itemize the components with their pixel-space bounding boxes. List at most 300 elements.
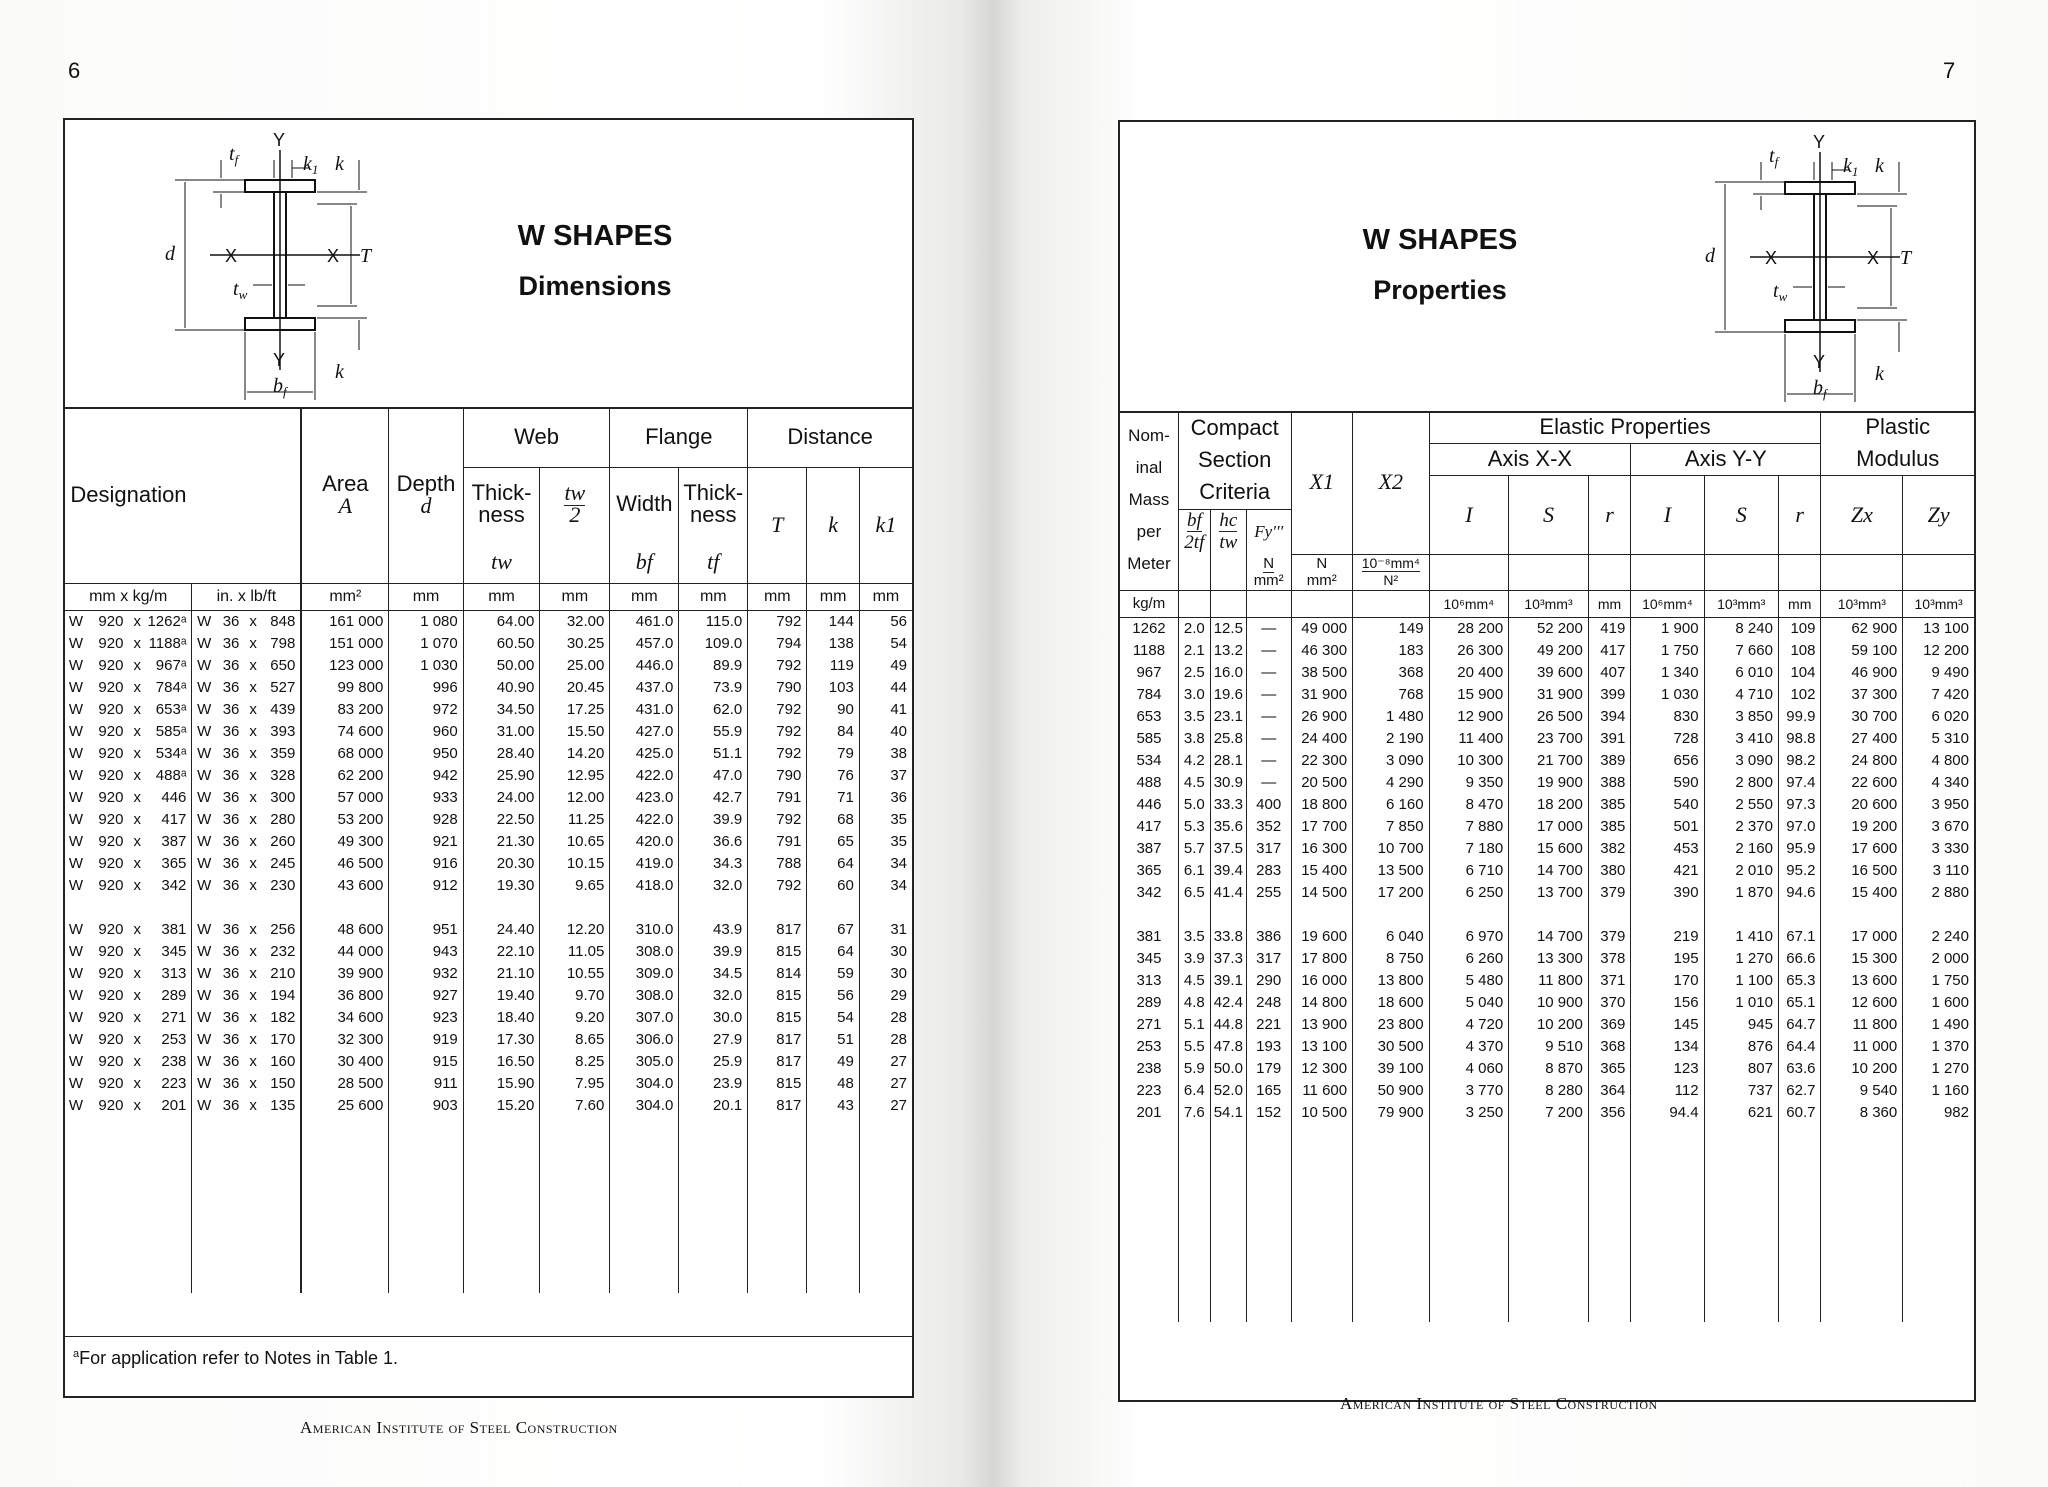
dims-cell: 36 bbox=[222, 634, 240, 652]
svg-text:tf: $t_f$ bbox=[1769, 145, 1779, 169]
dims-spacer-cell bbox=[463, 1249, 540, 1271]
props-cell: 342 bbox=[1136, 883, 1162, 901]
dims-spacer-cell bbox=[463, 1183, 540, 1205]
dims-cell: 920 bbox=[98, 942, 124, 960]
dims-spacer-row bbox=[65, 1139, 912, 1161]
dims-cell: 36 bbox=[222, 854, 240, 872]
props-spacer-cell bbox=[1704, 1168, 1778, 1190]
props-cell: 1 900 bbox=[1631, 617, 1704, 640]
dims-cell: 32.0 bbox=[679, 985, 748, 1007]
dims-cell: 972 bbox=[389, 699, 463, 721]
dims-cell: 32 300 bbox=[301, 1029, 389, 1051]
dims-cell: 25.00 bbox=[540, 655, 610, 677]
designation-header: Designation bbox=[70, 481, 187, 507]
dims-spacer-cell bbox=[128, 1227, 146, 1249]
props-spacer-cell bbox=[1210, 1124, 1246, 1146]
props-cell: 391 bbox=[1588, 728, 1630, 750]
props-spacer-cell bbox=[1120, 1256, 1178, 1278]
dims-cell: 20.45 bbox=[540, 677, 610, 699]
dims-spacer-cell bbox=[679, 1161, 748, 1183]
dims-cell: 15.20 bbox=[463, 1095, 540, 1117]
props-cell: 23 700 bbox=[1509, 728, 1589, 750]
props-spacer-cell bbox=[1509, 1256, 1589, 1278]
dims-spacer-cell bbox=[748, 1117, 807, 1139]
props-cell: 737 bbox=[1704, 1080, 1778, 1102]
dims-cell: 73.9 bbox=[679, 677, 748, 699]
dims-cell: 36 bbox=[222, 678, 240, 696]
props-spacer-cell bbox=[1120, 1212, 1178, 1234]
props-cell: 21 700 bbox=[1509, 750, 1589, 772]
props-cell: 9 540 bbox=[1821, 1080, 1903, 1102]
props-row bbox=[1120, 728, 1974, 750]
dims-cell: 34.50 bbox=[463, 699, 540, 721]
props-spacer-cell bbox=[1821, 1234, 1903, 1256]
dims-spacer-cell bbox=[679, 1271, 748, 1293]
dims-cell: 387 bbox=[161, 832, 187, 850]
dims-spacer-cell bbox=[389, 1205, 463, 1227]
props-spacer-cell bbox=[1120, 1168, 1178, 1190]
props-spacer-cell bbox=[1353, 1190, 1429, 1212]
dims-cell: x bbox=[249, 854, 257, 872]
props-cell: 7 850 bbox=[1353, 816, 1429, 838]
dims-cell: W bbox=[68, 876, 84, 894]
props-row bbox=[1120, 750, 1974, 772]
dims-cell: W bbox=[68, 678, 84, 696]
dims-cell: 150 bbox=[270, 1074, 296, 1092]
dims-spacer-cell bbox=[301, 1139, 389, 1161]
props-cell: 64.7 bbox=[1778, 1014, 1821, 1036]
props-cell: — bbox=[1246, 640, 1291, 662]
dims-cell: W bbox=[68, 810, 84, 828]
props-cell: 9 510 bbox=[1509, 1036, 1589, 1058]
props-cell: 11 800 bbox=[1821, 1014, 1903, 1036]
dims-spacer-cell bbox=[807, 1249, 860, 1271]
props-cell: 356 bbox=[1588, 1102, 1630, 1124]
dims-cell: x bbox=[133, 700, 141, 718]
dims-row bbox=[65, 809, 912, 831]
dims-spacer-row bbox=[65, 1249, 912, 1271]
dims-spacer-cell bbox=[301, 1249, 389, 1271]
props-cell: 193 bbox=[1246, 1036, 1291, 1058]
props-cell: 2 880 bbox=[1903, 882, 1974, 904]
props-spacer-cell bbox=[1821, 1124, 1903, 1146]
dims-spacer-cell bbox=[679, 1117, 748, 1139]
props-spacer-cell bbox=[1509, 1300, 1589, 1322]
props-spacer-cell bbox=[1178, 1278, 1210, 1300]
props-cell: 1 410 bbox=[1704, 926, 1778, 948]
props-row bbox=[1120, 816, 1974, 838]
dims-cell: 17.30 bbox=[463, 1029, 540, 1051]
dims-spacer-cell bbox=[748, 1249, 807, 1271]
dims-spacer-cell bbox=[192, 1161, 216, 1183]
dims-spacer-cell bbox=[679, 1183, 748, 1205]
dims-cell: 920 bbox=[98, 722, 124, 740]
dims-cell: 35 bbox=[859, 831, 912, 853]
dims-spacer-row bbox=[65, 1183, 912, 1205]
dims-cell: W bbox=[192, 853, 216, 875]
props-cell: 59 100 bbox=[1821, 640, 1903, 662]
dims-cell: 12.95 bbox=[540, 765, 610, 787]
dims-cell: 815 bbox=[748, 1073, 807, 1095]
props-spacer-cell bbox=[1246, 904, 1291, 926]
blank-cell bbox=[1429, 554, 1509, 590]
props-spacer-cell bbox=[1821, 1212, 1903, 1234]
nominal-mass-header: Nom- inal Mass per Meter bbox=[1127, 426, 1171, 574]
props-cell: 97.4 bbox=[1778, 772, 1821, 794]
dims-cell: 68 bbox=[807, 809, 860, 831]
dims-cell: x bbox=[133, 920, 141, 938]
props-cell: 18 600 bbox=[1353, 992, 1429, 1014]
blank-cell bbox=[1821, 554, 1903, 590]
dims-spacer-cell bbox=[748, 1205, 807, 1227]
unit-cell: mm bbox=[610, 583, 679, 610]
dims-cell: 814 bbox=[748, 963, 807, 985]
props-spacer-cell bbox=[1903, 1300, 1974, 1322]
props-spacer-cell bbox=[1246, 1168, 1291, 1190]
props-row bbox=[1120, 794, 1974, 816]
props-cell: 2 800 bbox=[1704, 772, 1778, 794]
props-spacer-cell bbox=[1631, 1190, 1704, 1212]
props-spacer-cell bbox=[1178, 904, 1210, 926]
dims-row bbox=[65, 787, 912, 809]
dims-cell: 48 bbox=[807, 1073, 860, 1095]
props-cell: 10 200 bbox=[1509, 1014, 1589, 1036]
svg-text:tw: $t_w$ bbox=[233, 278, 248, 302]
dims-cell: W bbox=[68, 942, 84, 960]
dims-spacer-cell bbox=[389, 897, 463, 919]
dims-cell: 932 bbox=[389, 963, 463, 985]
dims-spacer-cell bbox=[389, 1271, 463, 1293]
dims-cell: 42.7 bbox=[679, 787, 748, 809]
svg-text:bf: $b_f$ bbox=[273, 375, 287, 399]
props-spacer-row bbox=[1120, 1300, 1974, 1322]
props-cell: 99.9 bbox=[1778, 706, 1821, 728]
props-cell: 4 340 bbox=[1903, 772, 1974, 794]
props-spacer-cell bbox=[1178, 1124, 1210, 1146]
dims-spacer-cell bbox=[87, 1139, 129, 1161]
props-cell: 6 160 bbox=[1353, 794, 1429, 816]
dims-spacer-row bbox=[65, 1205, 912, 1227]
dims-cell: W bbox=[68, 1052, 84, 1070]
dims-cell: 71 bbox=[807, 787, 860, 809]
page-number-left: 6 bbox=[68, 58, 81, 83]
props-cell: 417 bbox=[1136, 817, 1162, 835]
props-cell: 23.1 bbox=[1210, 706, 1246, 728]
dims-cell: 488ᵃ bbox=[155, 766, 187, 784]
dims-cell: 920 bbox=[98, 678, 124, 696]
unit-cell bbox=[1353, 590, 1429, 617]
X1-header: X1 bbox=[1291, 411, 1353, 554]
dims-cell: 64 bbox=[807, 853, 860, 875]
dims-cell: 792 bbox=[748, 655, 807, 677]
hc-tw-blank bbox=[1210, 554, 1246, 590]
unit-cell: mm bbox=[748, 583, 807, 610]
props-cell: 16 000 bbox=[1291, 970, 1353, 992]
props-cell: 39 100 bbox=[1353, 1058, 1429, 1080]
props-cell: 38 500 bbox=[1291, 662, 1353, 684]
props-cell: 534 bbox=[1136, 751, 1162, 769]
dims-cell: x bbox=[249, 1096, 257, 1114]
dims-cell: 170 bbox=[270, 1030, 296, 1048]
props-cell: 370 bbox=[1588, 992, 1630, 1014]
dims-cell: 194 bbox=[270, 986, 296, 1004]
props-cell: 2 010 bbox=[1704, 860, 1778, 882]
dims-spacer-cell bbox=[301, 1183, 389, 1205]
blank-cell bbox=[1631, 554, 1704, 590]
props-spacer-cell bbox=[1429, 1190, 1509, 1212]
dims-cell: 36 bbox=[222, 986, 240, 1004]
dims-cell: W bbox=[68, 788, 84, 806]
props-spacer-row bbox=[1120, 1168, 1974, 1190]
props-spacer-cell bbox=[1210, 1190, 1246, 1212]
props-spacer-cell bbox=[1291, 1124, 1353, 1146]
props-cell: 590 bbox=[1631, 772, 1704, 794]
dims-cell: 201 bbox=[161, 1096, 187, 1114]
dims-cell: 19.40 bbox=[463, 985, 540, 1007]
dims-spacer-cell bbox=[610, 897, 679, 919]
props-cell: 17 000 bbox=[1821, 926, 1903, 948]
props-spacer-cell bbox=[1353, 904, 1429, 926]
dims-spacer-cell bbox=[244, 897, 262, 919]
dims-cell: 365 bbox=[161, 854, 187, 872]
dims-cell: 36 bbox=[222, 876, 240, 894]
dims-cell: 34 bbox=[859, 875, 912, 897]
dims-cell: 57 000 bbox=[301, 787, 389, 809]
props-cell: 17 800 bbox=[1291, 948, 1353, 970]
svg-text:T: T bbox=[1900, 247, 1912, 269]
props-spacer-cell bbox=[1210, 1146, 1246, 1168]
dims-spacer-cell bbox=[192, 1205, 216, 1227]
dims-cell: 345 bbox=[161, 942, 187, 960]
dims-cell: 9.70 bbox=[540, 985, 610, 1007]
props-spacer-cell bbox=[1821, 1190, 1903, 1212]
dims-spacer-cell bbox=[463, 1117, 540, 1139]
props-spacer-cell bbox=[1429, 1256, 1509, 1278]
dims-cell: 36 bbox=[222, 832, 240, 850]
dims-cell: W bbox=[192, 743, 216, 765]
dims-cell: x bbox=[133, 1096, 141, 1114]
dims-spacer-cell bbox=[65, 1227, 87, 1249]
props-spacer-cell bbox=[1178, 1168, 1210, 1190]
props-cell: 152 bbox=[1246, 1102, 1291, 1124]
props-cell: 380 bbox=[1588, 860, 1630, 882]
props-cell: 4.8 bbox=[1178, 992, 1210, 1014]
plastic-modulus-header: Plastic Modulus bbox=[1821, 411, 1974, 476]
props-cell: 104 bbox=[1778, 662, 1821, 684]
props-cell: 19 600 bbox=[1291, 926, 1353, 948]
dims-cell: 25 600 bbox=[301, 1095, 389, 1117]
props-cell: 421 bbox=[1631, 860, 1704, 882]
w-shape-diagram-icon bbox=[105, 130, 425, 400]
dims-cell: 11.25 bbox=[540, 809, 610, 831]
props-cell: 26 900 bbox=[1291, 706, 1353, 728]
props-spacer-cell bbox=[1903, 1278, 1974, 1300]
dims-cell: W bbox=[68, 854, 84, 872]
dims-cell: W bbox=[68, 964, 84, 982]
dims-cell: 50.00 bbox=[463, 655, 540, 677]
props-cell: 3 090 bbox=[1353, 750, 1429, 772]
dims-spacer-row bbox=[65, 1227, 912, 1249]
dims-spacer-cell bbox=[463, 1271, 540, 1293]
dims-spacer-cell bbox=[748, 1227, 807, 1249]
dims-spacer-cell bbox=[65, 1161, 87, 1183]
props-row bbox=[1120, 970, 1974, 992]
Sx-header: S bbox=[1509, 476, 1589, 555]
dims-cell: W bbox=[192, 919, 216, 941]
props-cell: 19.6 bbox=[1210, 684, 1246, 706]
dims-cell: 534ᵃ bbox=[155, 744, 187, 762]
dims-spacer-cell bbox=[146, 897, 192, 919]
dims-cell: 527 bbox=[270, 678, 296, 696]
props-cell: 1 480 bbox=[1353, 706, 1429, 728]
props-cell: 31 900 bbox=[1291, 684, 1353, 706]
dims-cell: 10.15 bbox=[540, 853, 610, 875]
dims-spacer-cell bbox=[859, 1271, 912, 1293]
props-cell: 371 bbox=[1588, 970, 1630, 992]
dims-spacer-cell bbox=[146, 1271, 192, 1293]
dims-cell: x bbox=[133, 722, 141, 740]
props-cell: 8 360 bbox=[1821, 1102, 1903, 1124]
dims-spacer-cell bbox=[301, 1161, 389, 1183]
dims-row bbox=[65, 1095, 912, 1117]
props-cell: 183 bbox=[1353, 640, 1429, 662]
props-cell: 170 bbox=[1631, 970, 1704, 992]
Zy-header: Zy bbox=[1903, 476, 1974, 555]
dims-cell: 62.0 bbox=[679, 699, 748, 721]
dims-spacer-cell bbox=[65, 1117, 87, 1139]
dims-spacer-cell bbox=[679, 1227, 748, 1249]
props-cell: — bbox=[1246, 684, 1291, 706]
props-spacer-cell bbox=[1509, 1234, 1589, 1256]
dims-cell: 34 600 bbox=[301, 1007, 389, 1029]
svg-text:k1: $k_1$ bbox=[1843, 155, 1859, 179]
props-spacer-cell bbox=[1178, 1212, 1210, 1234]
props-cell: 25.8 bbox=[1210, 728, 1246, 750]
dims-cell: 305.0 bbox=[610, 1051, 679, 1073]
props-cell: 39.4 bbox=[1210, 860, 1246, 882]
dims-row bbox=[65, 677, 912, 699]
dims-cell: W bbox=[68, 634, 84, 652]
props-spacer-cell bbox=[1704, 1256, 1778, 1278]
props-cell: 10 700 bbox=[1353, 838, 1429, 860]
props-spacer-row bbox=[1120, 904, 1974, 926]
props-row bbox=[1120, 882, 1974, 904]
props-cell: 5.1 bbox=[1178, 1014, 1210, 1036]
dims-cell: 20.1 bbox=[679, 1095, 748, 1117]
dimensions-title-block bbox=[415, 220, 775, 302]
dims-cell: 12.20 bbox=[540, 919, 610, 941]
props-spacer-cell bbox=[1631, 1256, 1704, 1278]
props-cell: 7 200 bbox=[1509, 1102, 1589, 1124]
dims-cell: 798 bbox=[270, 634, 296, 652]
dims-cell: 422.0 bbox=[610, 765, 679, 787]
dims-spacer-cell bbox=[679, 1139, 748, 1161]
Zx-header: Zx bbox=[1821, 476, 1903, 555]
props-spacer-cell bbox=[1631, 1300, 1704, 1322]
props-spacer-row bbox=[1120, 1278, 1974, 1300]
props-spacer-cell bbox=[1429, 1146, 1509, 1168]
props-cell: — bbox=[1246, 728, 1291, 750]
props-cell: 1 870 bbox=[1704, 882, 1778, 904]
dims-cell: x bbox=[133, 612, 141, 630]
dims-cell: 920 bbox=[98, 1008, 124, 1026]
dims-cell: 30.0 bbox=[679, 1007, 748, 1029]
props-cell: 501 bbox=[1631, 816, 1704, 838]
dims-cell: 36 bbox=[222, 810, 240, 828]
dims-cell: 49 bbox=[807, 1051, 860, 1073]
props-cell: 3 770 bbox=[1429, 1080, 1509, 1102]
props-spacer-cell bbox=[1903, 1256, 1974, 1278]
svg-text:tf: $t_f$ bbox=[229, 143, 239, 167]
dims-cell: 927 bbox=[389, 985, 463, 1007]
props-cell: 982 bbox=[1903, 1102, 1974, 1124]
designation-header-spacer bbox=[192, 407, 301, 583]
props-spacer-cell bbox=[1903, 1212, 1974, 1234]
depth-header: Depth d bbox=[389, 407, 463, 583]
dims-cell: 123 000 bbox=[301, 655, 389, 677]
props-spacer-cell bbox=[1631, 1278, 1704, 1300]
dims-cell: 17.25 bbox=[540, 699, 610, 721]
props-cell: 1 340 bbox=[1631, 662, 1704, 684]
dims-cell: 15.50 bbox=[540, 721, 610, 743]
dims-spacer-cell bbox=[389, 1249, 463, 1271]
props-spacer-cell bbox=[1509, 1190, 1589, 1212]
props-spacer-cell bbox=[1588, 1278, 1630, 1300]
dims-cell: 40 bbox=[859, 721, 912, 743]
dims-spacer-cell bbox=[301, 1271, 389, 1293]
publisher-footer-right: American Institute of Steel Construction bbox=[1340, 1394, 1658, 1413]
dims-cell: 920 bbox=[98, 744, 124, 762]
props-cell: 201 bbox=[1136, 1103, 1162, 1121]
props-spacer-cell bbox=[1353, 1256, 1429, 1278]
dims-cell: 76 bbox=[807, 765, 860, 787]
dims-cell: 36 bbox=[222, 700, 240, 718]
dims-spacer-cell bbox=[540, 1117, 610, 1139]
props-spacer-cell bbox=[1291, 1278, 1353, 1300]
props-row bbox=[1120, 860, 1974, 882]
dims-spacer-cell bbox=[679, 897, 748, 919]
props-spacer-cell bbox=[1509, 904, 1589, 926]
dims-spacer-cell bbox=[389, 1117, 463, 1139]
props-cell: 5.5 bbox=[1178, 1036, 1210, 1058]
props-row bbox=[1120, 772, 1974, 794]
props-cell: 768 bbox=[1353, 684, 1429, 706]
props-spacer-cell bbox=[1778, 1212, 1821, 1234]
dims-spacer-cell bbox=[859, 1117, 912, 1139]
bf-2tf-blank bbox=[1178, 554, 1210, 590]
props-cell: 540 bbox=[1631, 794, 1704, 816]
dims-row bbox=[65, 941, 912, 963]
props-spacer-cell bbox=[1246, 1234, 1291, 1256]
props-cell: 24 400 bbox=[1291, 728, 1353, 750]
props-spacer-cell bbox=[1631, 1234, 1704, 1256]
props-cell: 13 500 bbox=[1353, 860, 1429, 882]
dims-cell: 34.3 bbox=[679, 853, 748, 875]
props-cell: 50 900 bbox=[1353, 1080, 1429, 1102]
dims-cell: 10.65 bbox=[540, 831, 610, 853]
dims-cell: 1262ᵃ bbox=[147, 612, 187, 630]
properties-frame bbox=[1118, 120, 1976, 1402]
dims-cell: 300 bbox=[270, 788, 296, 806]
props-cell: 14 500 bbox=[1291, 882, 1353, 904]
props-cell: 4 290 bbox=[1353, 772, 1429, 794]
props-cell: 11 400 bbox=[1429, 728, 1509, 750]
props-cell: 382 bbox=[1588, 838, 1630, 860]
props-cell: 17 700 bbox=[1291, 816, 1353, 838]
props-spacer-cell bbox=[1291, 1212, 1353, 1234]
dims-spacer-cell bbox=[540, 1161, 610, 1183]
props-spacer-cell bbox=[1588, 1146, 1630, 1168]
